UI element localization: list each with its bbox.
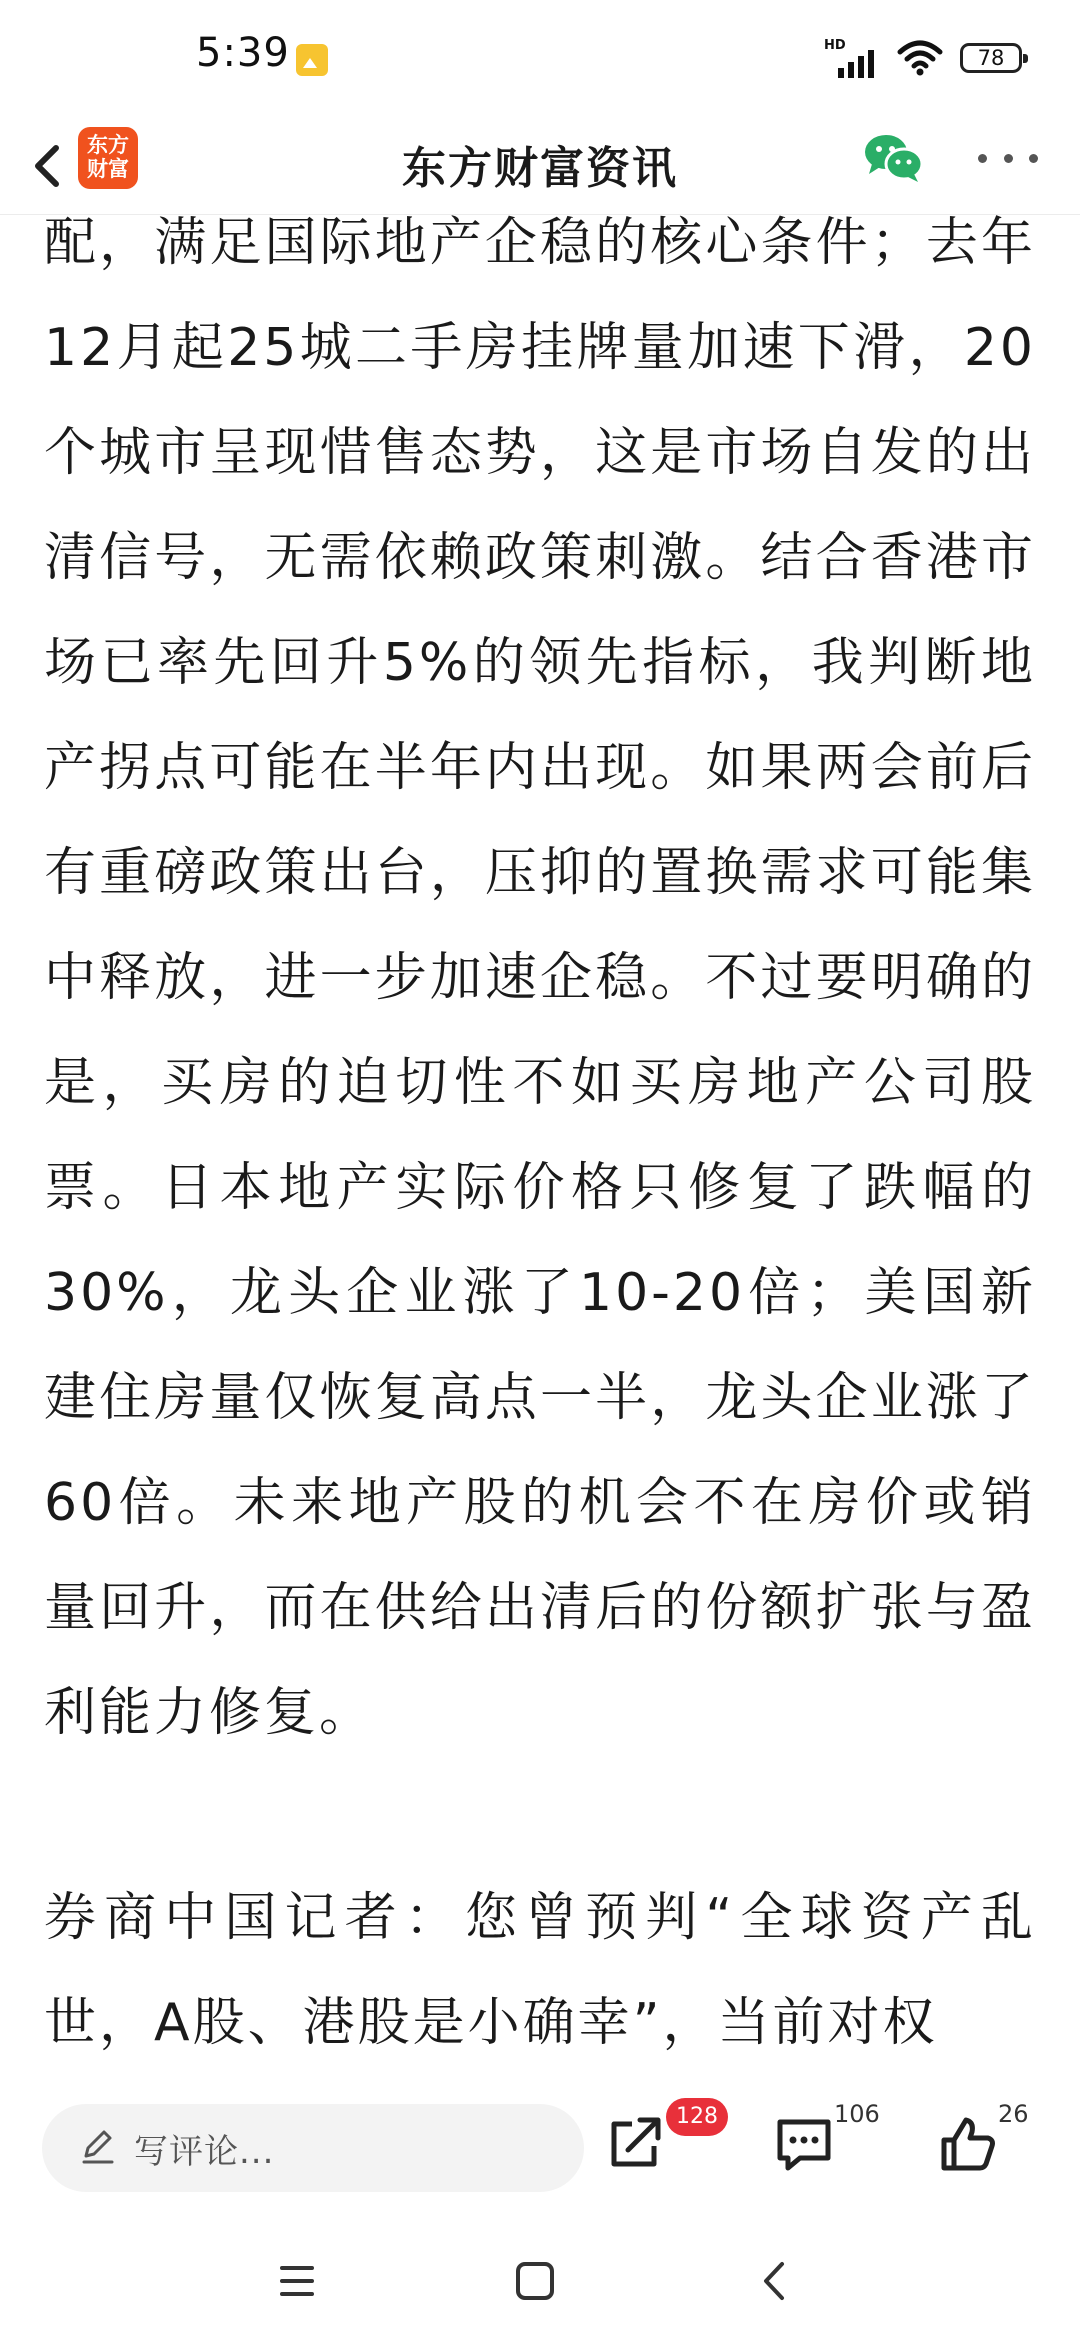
share-button[interactable] — [608, 2104, 718, 2184]
wechat-share-icon[interactable] — [860, 128, 926, 188]
article-body — [0, 214, 1080, 2084]
comments-button[interactable] — [774, 2100, 884, 2184]
system-nav-bar — [0, 2224, 1080, 2340]
like-count: 26 — [998, 2100, 1029, 2128]
comment-bubble-icon — [774, 2114, 834, 2174]
pencil-icon — [78, 2126, 118, 2166]
thumbs-up-icon — [938, 2114, 998, 2174]
network-label: HD — [824, 38, 846, 53]
battery-level: 78 — [977, 45, 1005, 70]
page-title: 东方财富资讯 — [402, 143, 678, 194]
notification-icon — [296, 44, 328, 76]
status-bar — [0, 0, 1080, 118]
bottom-action-bar — [0, 2084, 1080, 2224]
logo-line-2: 财富 — [87, 157, 129, 181]
signal-icon — [824, 38, 880, 78]
comment-input[interactable] — [42, 2104, 584, 2192]
share-icon — [608, 2114, 664, 2174]
nav-back-icon[interactable] — [740, 2246, 810, 2316]
comment-count: 106 — [834, 2100, 880, 2128]
status-icons — [824, 38, 1022, 78]
article-paragraph: 券商中国记者：您曾预判“全球资产乱世，A股、港股是小确幸”，当前对权 — [44, 1888, 1036, 2053]
recent-apps-icon[interactable] — [262, 2246, 332, 2316]
more-icon[interactable] — [978, 128, 1038, 188]
logo-line-1: 东方 — [87, 133, 129, 157]
app-header — [0, 118, 1080, 215]
status-time: 5:39 — [196, 30, 290, 76]
wifi-icon — [896, 38, 944, 78]
battery-icon — [960, 43, 1022, 73]
like-button[interactable] — [938, 2100, 1048, 2184]
comment-placeholder: 写评论... — [134, 2132, 275, 2172]
share-count-badge: 128 — [666, 2098, 728, 2136]
article-paragraph: 配，满足国际地产企稳的核心条件；去年12月起25城二手房挂牌量加速下滑，20个城市呈现惜售态势，这是市场自发的出清信号，无需依赖政策刺激。结合香港市场已率先回升5%的领先指标，我判断地产拐点可能在半年内出现。如果两会前后有重磅政策出台，压抑的置换需求可能集中释放，进一步加速企稳。不过要明确的是，买房的迫切性不如买房地产公司股票。日本地产实际价格只修复了跌幅的30%，龙头企业涨了10-20倍；美国新建住房量仅恢复高点一半，龙头企业涨了60倍。未来地产股的机会不在房价或销量回升，而在供给出清后的份额扩张与盈利能力修复。 — [44, 214, 1036, 1743]
home-icon[interactable] — [500, 2246, 570, 2316]
